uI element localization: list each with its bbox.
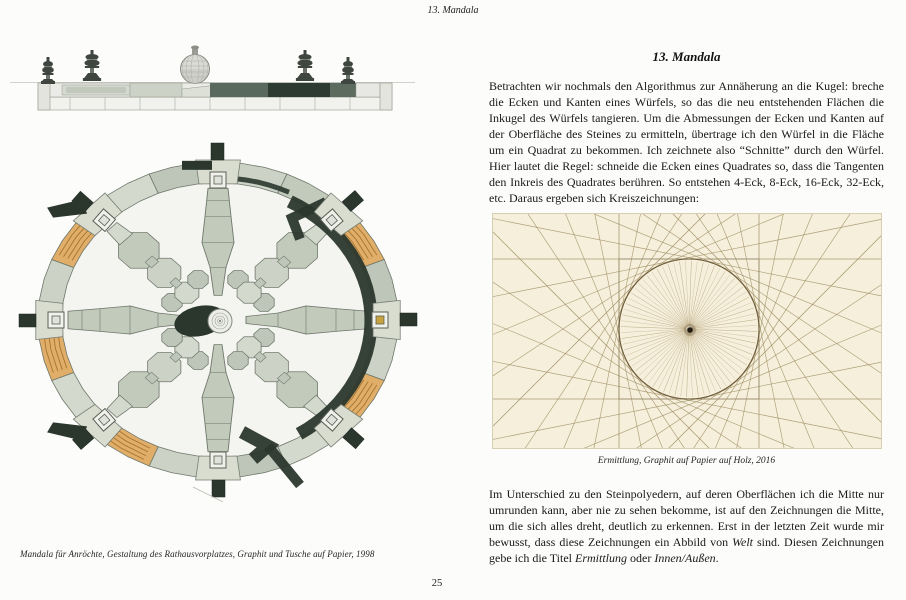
- elevation-drawing: [10, 38, 415, 116]
- mandala-figure: [10, 140, 430, 502]
- left-figure-caption: Mandala für Anröchte, Gestaltung des Rathausvorplatzes, Graphit und Tusche auf Papier, 1998: [20, 549, 375, 559]
- body-paragraph-1: Betrachten wir nochmals den Algorithmus zur Annäherung an die Kugel: breche die Ecken und Kanten eines Würfels, so das die neu entstehenden Flächen die Inkugel des Würfels tangieren. Um die Abmessungen der Ecken und Kanten auf der Oberfläche des Steines zu ermitteln, übertrage ich den Würfel in die Fläche um ein Quadrat zu bekommen. Ich zeichnete also “Schnitte” durch den Würfel. Hier lautet die Regel: schneide die Ecken eines Quadrates so, dass die Tangenten den Inkreis des Quadrates berühren. So entstehen 4-Eck, 8-Eck, 16-Eck, 32-Eck, etc. Daraus ergeben sich Kreiszeichnungen:: [489, 79, 884, 205]
- tangent-circle-drawing: [492, 213, 882, 449]
- section-heading: 13. Mandala: [652, 49, 721, 64]
- tangent-artwork-panel: [492, 213, 882, 449]
- elevation-figure: [10, 38, 415, 116]
- running-header: 13. Mandala: [427, 5, 479, 16]
- mandala-plan-drawing: [10, 140, 430, 502]
- body-paragraph-2: Im Unterschied zu den Steinpolyedern, auf deren Oberflächen ich die Mitte nur umrunden kann, aber nie zu sehen bekomme, ist auf den Zeichnungen die Mitte, um die sich alles dreht, deutlich zu erkennen. Erst in der letzten Zeit wurde mir bewusst, dass diese Zeichnungen ein Abbild von Welt sind. Diesen Zeichnungen gebe ich die Titel Ermittlung oder Innen/Außen.: [489, 487, 885, 565]
- page-number: 25: [431, 578, 443, 589]
- right-page: [489, 49, 884, 566]
- artwork-caption: Ermittlung, Graphit auf Papier auf Holz, 2016: [597, 456, 776, 466]
